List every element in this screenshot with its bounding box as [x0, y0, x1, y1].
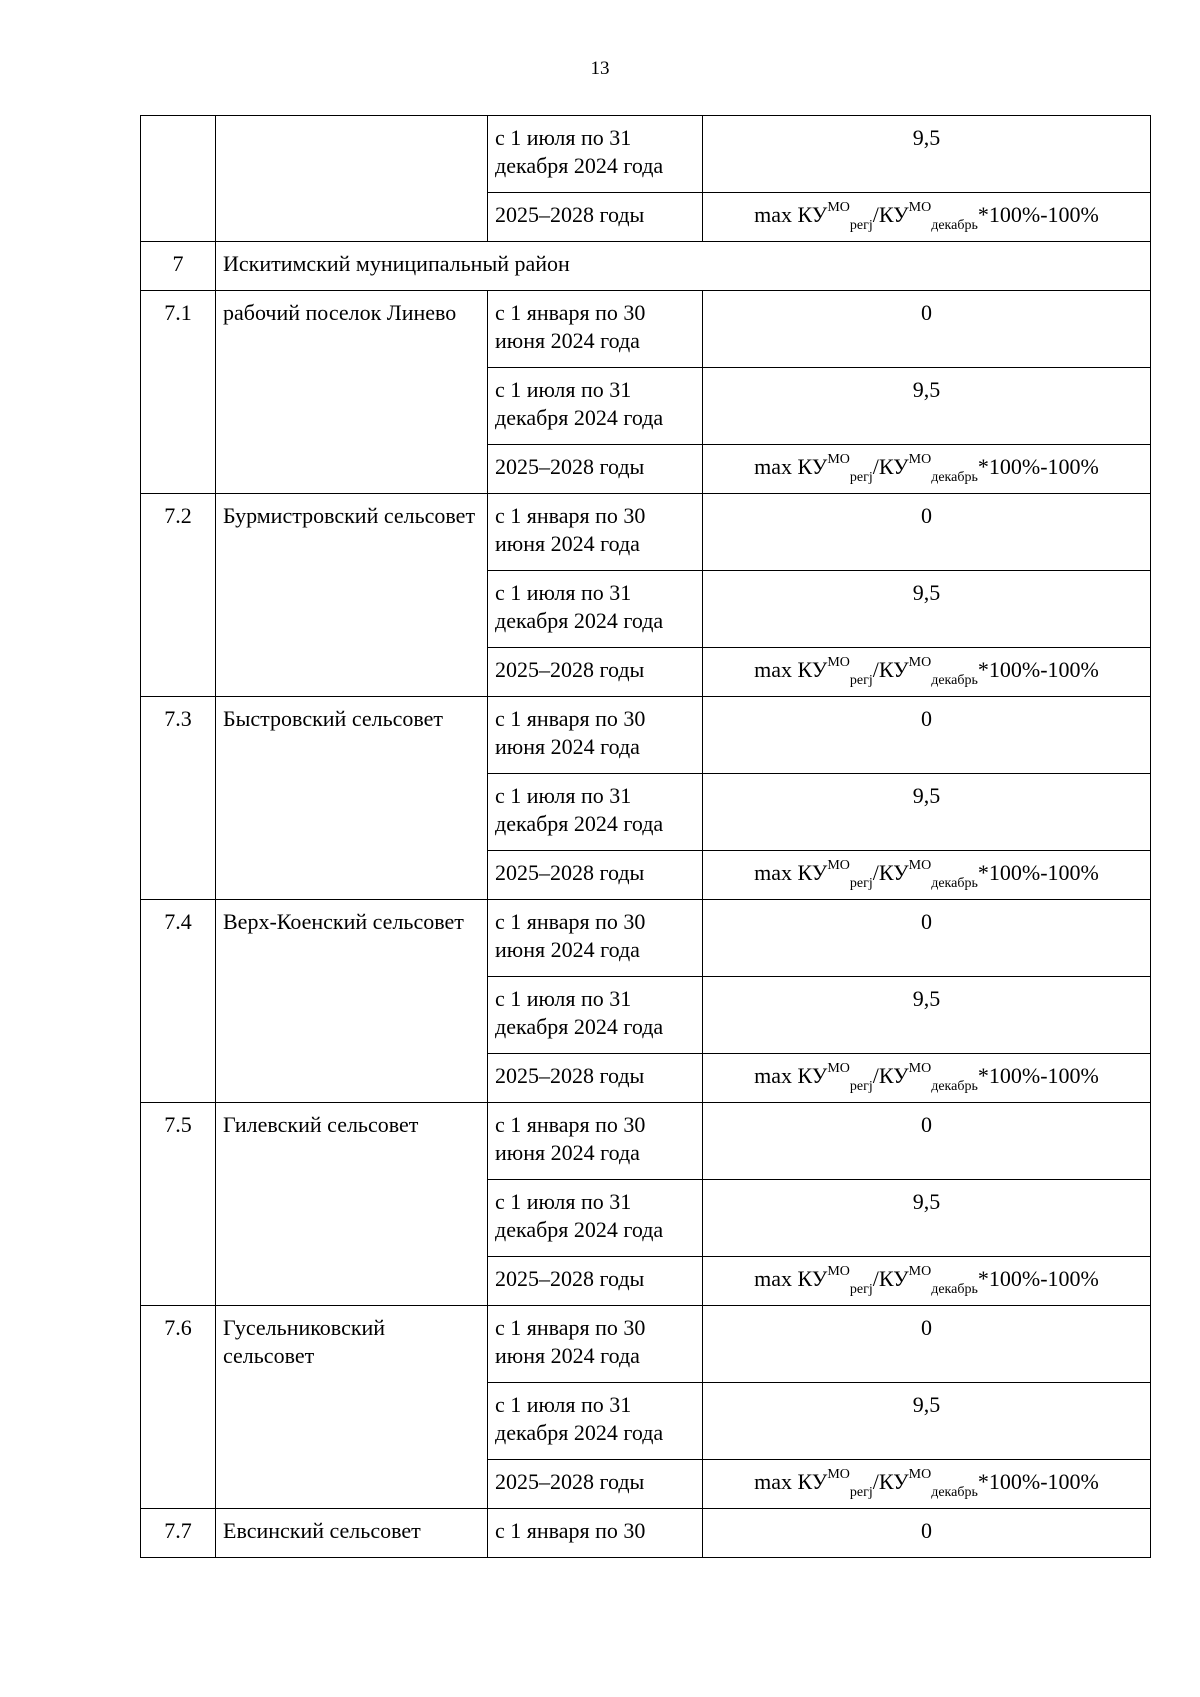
period-cell: с 1 января по 30 [488, 1509, 703, 1558]
formula-sup: МО [908, 451, 932, 467]
value-cell: 0 [703, 900, 1151, 977]
row-name-cell: Быстровский сельсовет [216, 697, 488, 900]
tariff-table [140, 115, 1151, 1558]
period-cell: 2025–2028 годы [488, 1460, 703, 1509]
value-cell: 0 [703, 494, 1151, 571]
formula-sup: МО [908, 857, 932, 873]
table-row [141, 291, 1151, 368]
table-row [141, 494, 1151, 571]
period-cell: с 1 января по 30 июня 2024 года [488, 1103, 703, 1180]
formula-suffix: *100%-100% [977, 202, 1099, 227]
formula-suffix: *100%-100% [977, 454, 1099, 479]
row-name-cell: Евсинский сельсовет [216, 1509, 488, 1558]
page-number: 13 [590, 58, 610, 79]
row-number-cell: 7.1 [141, 291, 216, 494]
value-cell: 0 [703, 697, 1151, 774]
formula [754, 451, 1099, 486]
value-cell: 9,5 [703, 774, 1151, 851]
table-row [141, 697, 1151, 774]
formula-sub: регj [849, 1485, 873, 1501]
value-cell: 0 [703, 1306, 1151, 1383]
formula-mid: /КУ [872, 657, 909, 682]
row-number-cell: 7.6 [141, 1306, 216, 1509]
formula-sub: декабрь [931, 1079, 978, 1095]
formula-sup: МО [908, 199, 932, 215]
formula-sub: декабрь [931, 218, 978, 234]
row-number-cell: 7.2 [141, 494, 216, 697]
period-cell: 2025–2028 годы [488, 851, 703, 900]
table-row [141, 900, 1151, 977]
formula-sup: МО [827, 654, 850, 670]
formula-sup: МО [827, 199, 850, 215]
table-row [141, 1306, 1151, 1383]
period-cell: с 1 января по 30 июня 2024 года [488, 494, 703, 571]
formula [754, 1263, 1099, 1298]
formula [754, 654, 1099, 689]
value-cell [703, 1460, 1151, 1509]
period-cell: с 1 июля по 31 декабря 2024 года [488, 571, 703, 648]
value-cell [703, 851, 1151, 900]
formula-sup: МО [827, 1466, 850, 1482]
formula-mid: /КУ [872, 1063, 909, 1088]
period-cell: с 1 июля по 31 декабря 2024 года [488, 116, 703, 193]
formula-prefix: max КУ [754, 860, 828, 885]
period-cell: с 1 июля по 31 декабря 2024 года [488, 1383, 703, 1460]
value-cell: 9,5 [703, 977, 1151, 1054]
formula-sup: МО [827, 1263, 850, 1279]
value-cell: 0 [703, 1509, 1151, 1558]
formula-prefix: max КУ [754, 454, 828, 479]
formula [754, 1060, 1099, 1095]
row-name-cell [216, 116, 488, 242]
period-cell: 2025–2028 годы [488, 1257, 703, 1306]
value-cell [703, 648, 1151, 697]
table-body [141, 116, 1151, 1558]
formula-sub: декабрь [931, 1282, 978, 1298]
value-cell [703, 1257, 1151, 1306]
period-cell: с 1 января по 30 июня 2024 года [488, 1306, 703, 1383]
period-cell: 2025–2028 годы [488, 648, 703, 697]
period-cell: с 1 января по 30 июня 2024 года [488, 291, 703, 368]
formula-prefix: max КУ [754, 202, 828, 227]
period-cell: с 1 июля по 31 декабря 2024 года [488, 977, 703, 1054]
period-cell: с 1 июля по 31 декабря 2024 года [488, 774, 703, 851]
formula-suffix: *100%-100% [977, 860, 1099, 885]
formula-suffix: *100%-100% [977, 1266, 1099, 1291]
formula-prefix: max КУ [754, 1266, 828, 1291]
row-name-cell: Верх-Коенский сельсовет [216, 900, 488, 1103]
value-cell [703, 1054, 1151, 1103]
period-cell: с 1 июля по 31 декабря 2024 года [488, 368, 703, 445]
formula-prefix: max КУ [754, 657, 828, 682]
value-cell: 9,5 [703, 571, 1151, 648]
formula-mid: /КУ [872, 454, 909, 479]
period-cell: 2025–2028 годы [488, 1054, 703, 1103]
formula-sup: МО [827, 451, 850, 467]
formula-sup: МО [908, 1263, 932, 1279]
value-cell: 0 [703, 291, 1151, 368]
section-row [141, 242, 1151, 291]
formula-sub: декабрь [931, 876, 978, 892]
row-number-cell: 7.3 [141, 697, 216, 900]
formula [754, 1466, 1099, 1501]
table-row [141, 1509, 1151, 1558]
formula-mid: /КУ [872, 202, 909, 227]
row-number-cell: 7.7 [141, 1509, 216, 1558]
value-cell: 9,5 [703, 1383, 1151, 1460]
formula-sub: регj [849, 218, 873, 234]
formula-suffix: *100%-100% [977, 1063, 1099, 1088]
formula-suffix: *100%-100% [977, 1469, 1099, 1494]
row-name-cell: рабочий поселок Линево [216, 291, 488, 494]
formula-mid: /КУ [872, 860, 909, 885]
formula-prefix: max КУ [754, 1469, 828, 1494]
formula-sub: регj [849, 876, 873, 892]
row-number-cell: 7.4 [141, 900, 216, 1103]
value-cell: 9,5 [703, 368, 1151, 445]
formula-sub: декабрь [931, 1485, 978, 1501]
value-cell: 9,5 [703, 116, 1151, 193]
formula-sub: декабрь [931, 470, 978, 486]
table-row [141, 116, 1151, 193]
formula-prefix: max КУ [754, 1063, 828, 1088]
formula-sup: МО [827, 1060, 850, 1076]
formula-sub: регj [849, 673, 873, 689]
value-cell [703, 445, 1151, 494]
row-number-cell [141, 116, 216, 242]
value-cell [703, 193, 1151, 242]
formula-sup: МО [827, 857, 850, 873]
formula-sup: МО [908, 1060, 932, 1076]
formula [754, 199, 1099, 234]
period-cell: с 1 января по 30 июня 2024 года [488, 697, 703, 774]
formula-sub: регj [849, 470, 873, 486]
row-number-cell: 7.5 [141, 1103, 216, 1306]
value-cell: 9,5 [703, 1180, 1151, 1257]
section-name: Искитимский муниципальный район [216, 242, 1151, 291]
section-number: 7 [141, 242, 216, 291]
formula-sub: декабрь [931, 673, 978, 689]
period-cell: с 1 июля по 31 декабря 2024 года [488, 1180, 703, 1257]
row-name-cell: Гилевский сельсовет [216, 1103, 488, 1306]
formula [754, 857, 1099, 892]
period-cell: 2025–2028 годы [488, 445, 703, 494]
value-cell: 0 [703, 1103, 1151, 1180]
period-cell: 2025–2028 годы [488, 193, 703, 242]
formula-sub: регj [849, 1282, 873, 1298]
period-cell: с 1 января по 30 июня 2024 года [488, 900, 703, 977]
row-name-cell: Гусельниковский сельсовет [216, 1306, 488, 1509]
formula-sup: МО [908, 1466, 932, 1482]
table-row [141, 1103, 1151, 1180]
formula-mid: /КУ [872, 1469, 909, 1494]
row-name-cell: Бурмистровский сельсовет [216, 494, 488, 697]
formula-sup: МО [908, 654, 932, 670]
formula-sub: регj [849, 1079, 873, 1095]
formula-mid: /КУ [872, 1266, 909, 1291]
formula-suffix: *100%-100% [977, 657, 1099, 682]
